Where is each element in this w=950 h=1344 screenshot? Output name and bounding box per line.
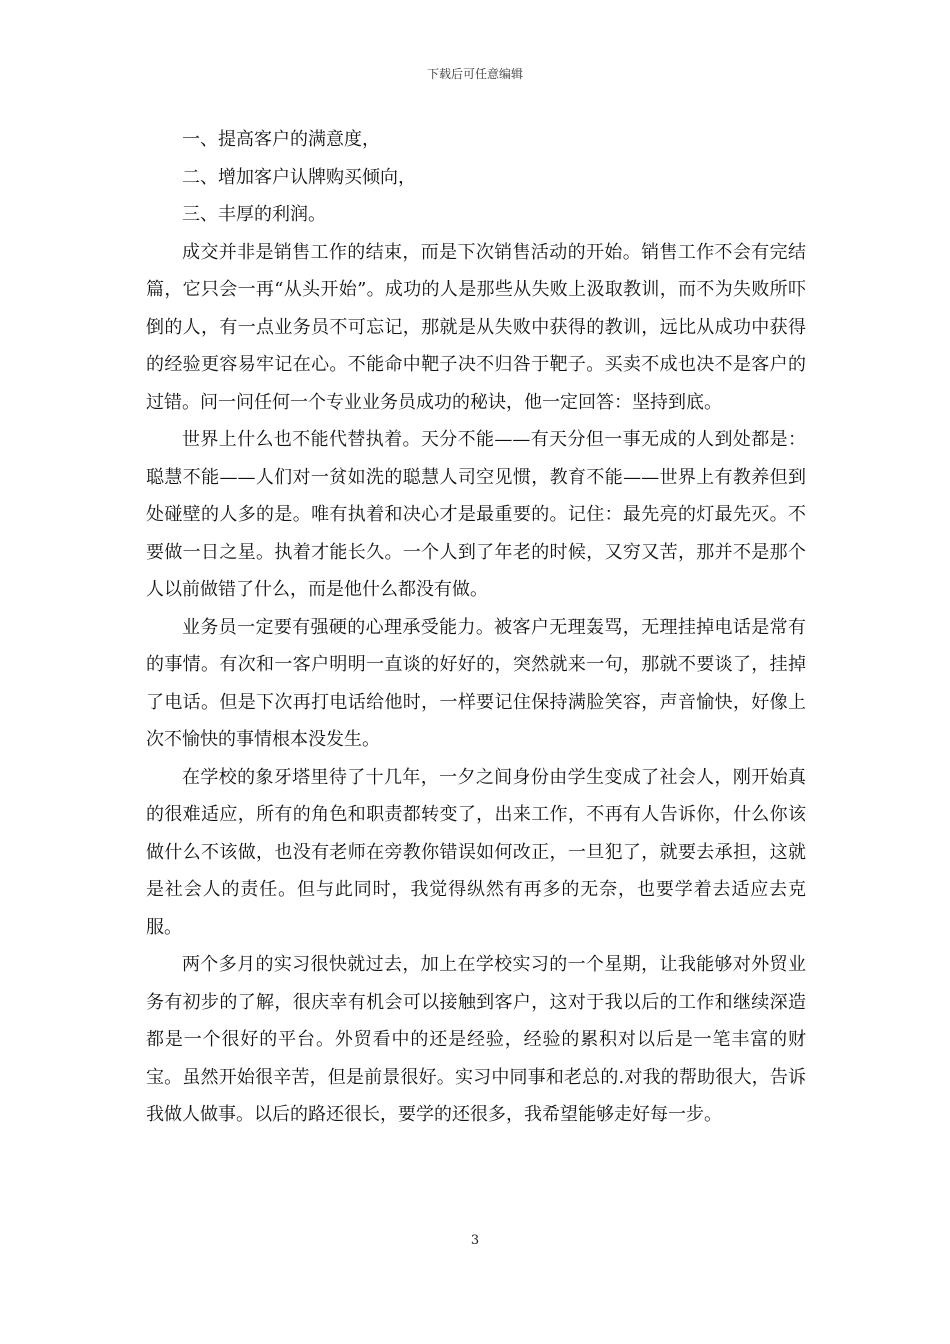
paragraph-1: 成交并非是销售工作的结束，而是下次销售活动的开始。销售工作不会有完结篇，它只会一再“从头开始”。成功的人是那些从失败上汲取教训，而不为失败所吓倒的人，有一点业务员不可忘记，那就是从失败中获得的教训，远比从成功中获得的经验更容易牢记在心。不能命中靶子决不归咎于靶子。买卖不成也决不是客户的过错。问一问任何一个专业业务员成功的秘诀，他一定回答：坚持到底。 (146, 241, 806, 413)
list-item-3: 三、丰厚的利润。 (182, 204, 326, 225)
paragraph-3: 业务员一定要有强硬的心理承受能力。被客户无理轰骂，无理挂掉电话是常有的事情。有次和一客户明明一直谈的好好的，突然就来一句，那就不要谈了，挂掉了电话。但是下次再打电话给他时，一样要记住保持满脸笑容，声音愉快，好像上次不愉快的事情根本没发生。 (146, 616, 806, 750)
page-number: 3 (470, 1233, 480, 1248)
document-body (146, 121, 806, 1134)
paragraph-5: 两个多月的实习很快就过去，加上在学校实习的一个星期，让我能够对外贸业务有初步的了解，很庆幸有机会可以接触到客户，这对于我以后的工作和继续深造都是一个很好的平台。外贸看中的还是经验，经验的累积对以后是一笔丰富的财宝。虽然开始很辛苦，但是前景很好。实习中同事和老总的.对我的帮助很大，告诉我做人做事。以后的路还很长，要学的还很多，我希望能够走好每一步。 (146, 954, 806, 1125)
paragraph-4: 在学校的象牙塔里待了十几年，一夕之间身份由学生变成了社会人，刚开始真的很难适应，所有的角色和职责都转变了，出来工作，不再有人告诉你，什么你该做什么不该做，也没有老师在旁教你错误如何改正，一旦犯了，就要去承担，这就是社会人的责任。但与此同时，我觉得纵然有再多的无奈，也要学着去适应去克服。 (146, 766, 806, 938)
list-item-1: 一、提高客户的满意度， (182, 129, 380, 150)
page-header: 下载后可任意编辑 (426, 67, 523, 81)
paragraph-2: 世界上什么也不能代替执着。天分不能——有天分但一事无成的人到处都是：聪慧不能——人们对一贫如洗的聪慧人司空见惯，教育不能——世界上有教养但到处碰壁的人多的是。唯有执着和决心才是最重要的。记住：最先亮的灯最先灭。不要做一日之星。执着才能长久。一个人到了年老的时候，又穷又苦，那并不是那个人以前做错了什么，而是他什么都没有做。 (146, 429, 806, 600)
list-item-2: 二、增加客户认牌购买倾向， (182, 166, 416, 188)
